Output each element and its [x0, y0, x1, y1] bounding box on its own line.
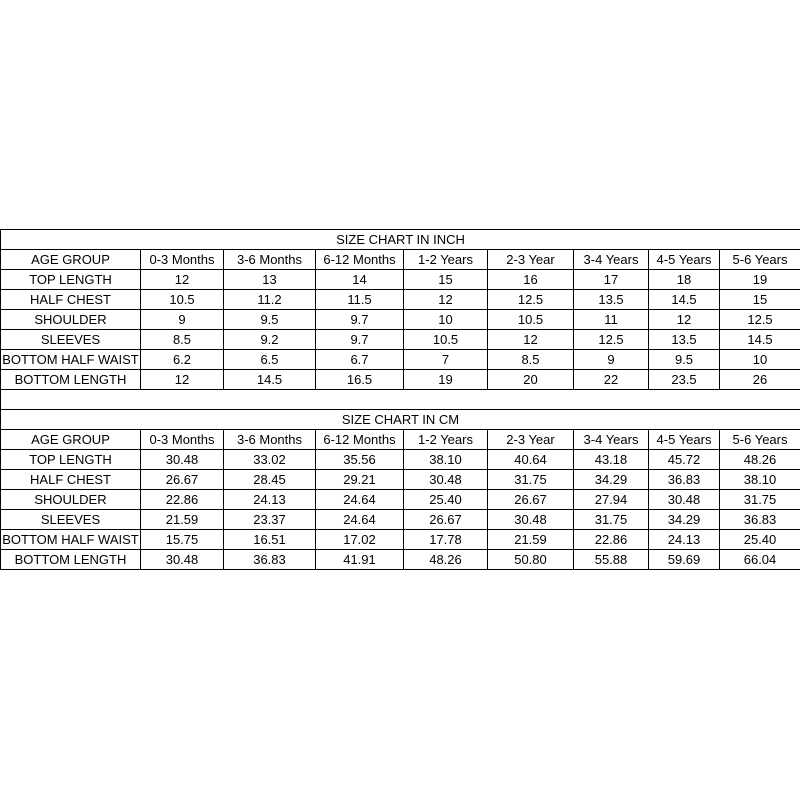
table-cell: 55.88	[574, 550, 649, 570]
table-cell: 6.5	[224, 350, 316, 370]
table-cell: 33.02	[224, 450, 316, 470]
table-cell: 14	[316, 270, 404, 290]
row-label: BOTTOM LENGTH	[1, 370, 141, 390]
table-row	[1, 330, 800, 350]
table-cell: 36.83	[720, 510, 800, 530]
table-row	[1, 370, 800, 390]
spacer-cell	[1, 390, 800, 410]
table-cell: 16.5	[316, 370, 404, 390]
table-cell: 13	[224, 270, 316, 290]
table-cell: 9.2	[224, 330, 316, 350]
table-cell: 12.5	[720, 310, 800, 330]
table-cell: 13.5	[649, 330, 720, 350]
table-cell: 30.48	[488, 510, 574, 530]
table-cell: 25.40	[720, 530, 800, 550]
table-cell: 11.2	[224, 290, 316, 310]
table-cell: 16.51	[224, 530, 316, 550]
table-cell: 9	[141, 310, 224, 330]
table-cell: 12	[141, 370, 224, 390]
table-cell: 30.48	[141, 550, 224, 570]
table-cell: 20	[488, 370, 574, 390]
table-cell: 19	[720, 270, 800, 290]
table-cell: 38.10	[404, 450, 488, 470]
table-cell: 10.5	[141, 290, 224, 310]
table-cell: 25.40	[404, 490, 488, 510]
size-chart-table	[0, 229, 800, 570]
table-cell: 10	[404, 310, 488, 330]
table-row	[1, 470, 800, 490]
table-cell: 9.5	[649, 350, 720, 370]
table-cell: 15	[720, 290, 800, 310]
column-header: 4-5 Years	[649, 250, 720, 270]
column-header: AGE GROUP	[1, 250, 141, 270]
table-cell: 24.13	[224, 490, 316, 510]
table-cell: 9	[574, 350, 649, 370]
column-header: 5-6 Years	[720, 430, 800, 450]
table-cell: 19	[404, 370, 488, 390]
table-cell: 29.21	[316, 470, 404, 490]
column-header: 0-3 Months	[141, 250, 224, 270]
table-cell: 12	[649, 310, 720, 330]
row-label: TOP LENGTH	[1, 450, 141, 470]
table-row	[1, 450, 800, 470]
column-header: 0-3 Months	[141, 430, 224, 450]
table-cell: 12	[404, 290, 488, 310]
table-cell: 48.26	[404, 550, 488, 570]
column-header: 1-2 Years	[404, 250, 488, 270]
table-row	[1, 550, 800, 570]
table-cell: 31.75	[488, 470, 574, 490]
inch-title-row	[1, 230, 800, 250]
table-cell: 24.64	[316, 490, 404, 510]
table-cell: 11	[574, 310, 649, 330]
table-cell: 23.37	[224, 510, 316, 530]
table-cell: 38.10	[720, 470, 800, 490]
table-cell: 16	[488, 270, 574, 290]
table-row	[1, 350, 800, 370]
table-cell: 10.5	[488, 310, 574, 330]
row-label: BOTTOM LENGTH	[1, 550, 141, 570]
table-cell: 11.5	[316, 290, 404, 310]
column-header: 3-6 Months	[224, 430, 316, 450]
table-cell: 26.67	[141, 470, 224, 490]
table-cell: 6.2	[141, 350, 224, 370]
table-cell: 36.83	[649, 470, 720, 490]
table-cell: 17	[574, 270, 649, 290]
row-label: HALF CHEST	[1, 290, 141, 310]
row-label: TOP LENGTH	[1, 270, 141, 290]
table-cell: 35.56	[316, 450, 404, 470]
table-row	[1, 530, 800, 550]
table-cell: 66.04	[720, 550, 800, 570]
table-cell: 12.5	[574, 330, 649, 350]
table-cell: 14.5	[224, 370, 316, 390]
table-cell: 18	[649, 270, 720, 290]
table-cell: 31.75	[574, 510, 649, 530]
table-cell: 14.5	[720, 330, 800, 350]
column-header: 3-6 Months	[224, 250, 316, 270]
table-cell: 34.29	[649, 510, 720, 530]
table-row	[1, 270, 800, 290]
table-cell: 26	[720, 370, 800, 390]
table-cell: 8.5	[141, 330, 224, 350]
table-cell: 45.72	[649, 450, 720, 470]
table-cell: 7	[404, 350, 488, 370]
column-header: AGE GROUP	[1, 430, 141, 450]
column-header: 3-4 Years	[574, 430, 649, 450]
table-cell: 36.83	[224, 550, 316, 570]
table-cell: 22.86	[141, 490, 224, 510]
table-cell: 6.7	[316, 350, 404, 370]
table-cell: 15.75	[141, 530, 224, 550]
row-label: HALF CHEST	[1, 470, 141, 490]
table-cell: 43.18	[574, 450, 649, 470]
table-row	[1, 510, 800, 530]
table-cell: 24.13	[649, 530, 720, 550]
table-cell: 23.5	[649, 370, 720, 390]
inch-header-row	[1, 250, 800, 270]
table-cell: 12.5	[488, 290, 574, 310]
row-label: SHOULDER	[1, 490, 141, 510]
table-cell: 10.5	[404, 330, 488, 350]
table-cell: 26.67	[488, 490, 574, 510]
table-cell: 31.75	[720, 490, 800, 510]
row-label: SLEEVES	[1, 330, 141, 350]
column-header: 6-12 Months	[316, 430, 404, 450]
table-cell: 24.64	[316, 510, 404, 530]
table-cell: 50.80	[488, 550, 574, 570]
table-cell: 30.48	[141, 450, 224, 470]
row-label: BOTTOM HALF WAIST	[1, 530, 141, 550]
table-row	[1, 290, 800, 310]
column-header: 5-6 Years	[720, 250, 800, 270]
cm-header-row	[1, 430, 800, 450]
table-cell: 13.5	[574, 290, 649, 310]
column-header: 1-2 Years	[404, 430, 488, 450]
size-chart-sheet	[0, 229, 800, 570]
table-cell: 10	[720, 350, 800, 370]
table-cell: 30.48	[649, 490, 720, 510]
table-cell: 17.02	[316, 530, 404, 550]
table-cell: 9.5	[224, 310, 316, 330]
column-header: 2-3 Year	[488, 430, 574, 450]
table-cell: 22.86	[574, 530, 649, 550]
table-cell: 41.91	[316, 550, 404, 570]
column-header: 6-12 Months	[316, 250, 404, 270]
table-cell: 9.7	[316, 330, 404, 350]
table-cell: 9.7	[316, 310, 404, 330]
cm-title-row	[1, 410, 800, 430]
table-cell: 17.78	[404, 530, 488, 550]
column-header: 2-3 Year	[488, 250, 574, 270]
table-cell: 28.45	[224, 470, 316, 490]
table-cell: 27.94	[574, 490, 649, 510]
table-cell: 21.59	[488, 530, 574, 550]
table-cell: 34.29	[574, 470, 649, 490]
table-cell: 15	[404, 270, 488, 290]
column-header: 4-5 Years	[649, 430, 720, 450]
section-spacer	[1, 390, 800, 410]
row-label: BOTTOM HALF WAIST	[1, 350, 141, 370]
column-header: 3-4 Years	[574, 250, 649, 270]
table-row	[1, 310, 800, 330]
cm-chart-title: SIZE CHART IN CM	[1, 410, 800, 430]
table-cell: 30.48	[404, 470, 488, 490]
table-cell: 8.5	[488, 350, 574, 370]
table-cell: 48.26	[720, 450, 800, 470]
row-label: SHOULDER	[1, 310, 141, 330]
table-cell: 40.64	[488, 450, 574, 470]
table-cell: 14.5	[649, 290, 720, 310]
table-row	[1, 490, 800, 510]
table-cell: 59.69	[649, 550, 720, 570]
inch-chart-title: SIZE CHART IN INCH	[1, 230, 800, 250]
table-cell: 26.67	[404, 510, 488, 530]
row-label: SLEEVES	[1, 510, 141, 530]
table-cell: 22	[574, 370, 649, 390]
table-cell: 12	[488, 330, 574, 350]
table-cell: 21.59	[141, 510, 224, 530]
table-cell: 12	[141, 270, 224, 290]
